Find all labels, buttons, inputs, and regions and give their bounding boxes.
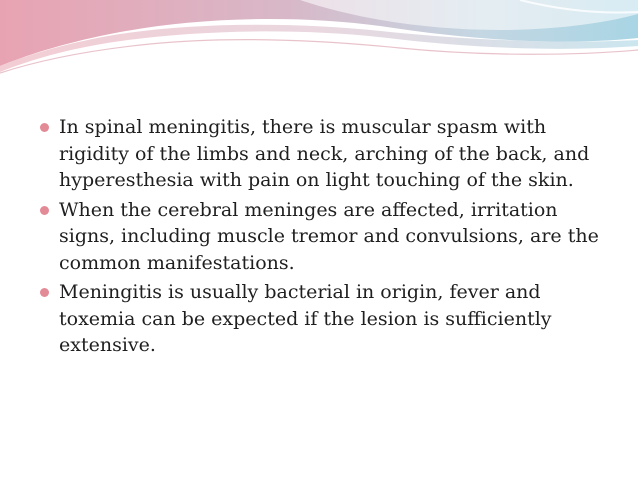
bullet-item [40,114,600,194]
bullet-item [40,279,600,359]
bullet-text: Meningitis is usually bacterial in origin, fever and toxemia can be expected if the lesion is sufficiently extensive. [59,281,552,356]
bullet-dot-icon [40,123,49,132]
bullet-list [40,114,600,362]
bullet-item [40,197,600,277]
bullet-dot-icon [40,206,49,215]
bullet-text: When the cerebral meninges are affected, irritation signs, including muscle tremor and convulsions, are the common manifestations. [59,198,599,274]
header-wave-decoration [0,0,638,80]
bullet-text: In spinal meningitis, there is muscular spasm with rigidity of the limbs and neck, arching of the back, and hyperesthesia with pain on light touching of the skin. [59,116,590,191]
bullet-dot-icon [40,288,49,297]
